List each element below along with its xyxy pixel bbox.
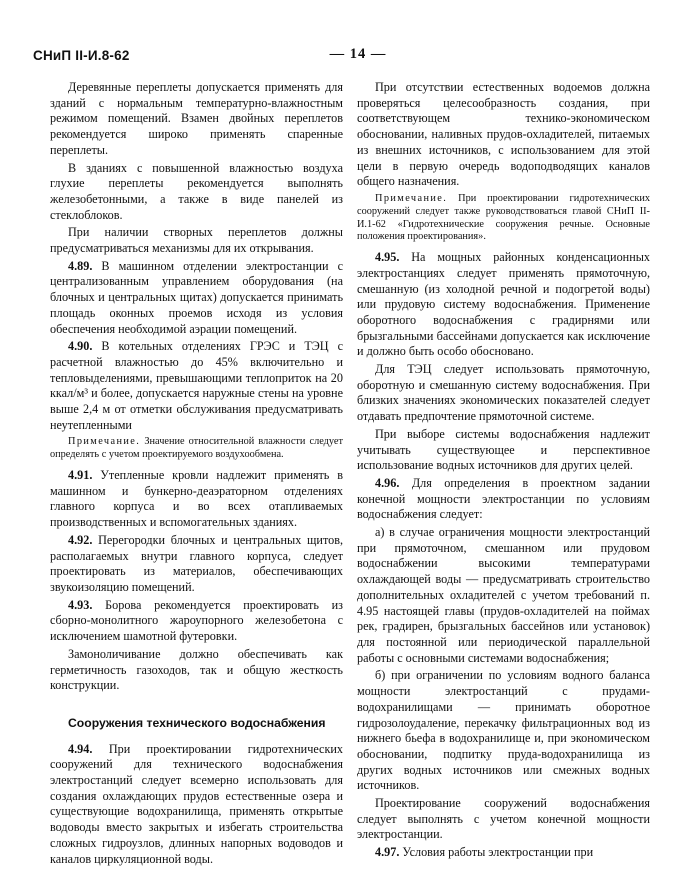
clause-number: 4.96. bbox=[375, 475, 400, 490]
clause-4-93 bbox=[50, 598, 343, 645]
clause-text: Борова рекомендуется проектировать из сборно-монолитного жароупорного железобетона с исключением шамотной футеровки. bbox=[50, 597, 344, 644]
clause-4-96 bbox=[357, 476, 650, 523]
clause-4-95 bbox=[357, 250, 650, 360]
clause-text: Перегородки блочных и центральных щитов, располагаемых внутри главного корпуса, следует проектировать из материалов, обеспечивающих звукоизоляцию помещений. bbox=[50, 532, 344, 594]
clause-text: Условия работы электростанции при bbox=[402, 845, 594, 860]
note-text: Значение относительной влажности следует определять с учетом проектируемого воздухообмена. bbox=[50, 436, 343, 461]
clause-number: 4.95. bbox=[375, 250, 400, 265]
clause-text: В котельных отделениях ГРЭС и ТЭЦ с расчетной влажностью до 45% включительно и тепловыделениями, превышающими теплоприток на 20 ккал/м³ и более, допускается наружные стены на уровне выше 2,4 м от отметки обслуживания предусматривать неутепленными bbox=[50, 339, 344, 432]
note-text: При проектировании гидротехнических сооружений следует также руководствоваться главой СНиП II-И.1-62 «Гидротехнические сооружения речные. Основные положения проектирования». bbox=[357, 192, 650, 243]
paragraph: Деревянные переплеты допускается применять для зданий с нормальным температурно-влажностным режимом помещений. Взамен двойных переплетов рекомендуется широко применять спаренные переплеты. bbox=[50, 80, 343, 157]
clause-text: Утепленные кровли надлежит применять в машинном и бункерно-деаэраторном отделениях главного корпуса и во всех отапливаемых производственных и вспомогательных зданиях. bbox=[50, 468, 343, 530]
page-number: — 14 — bbox=[329, 46, 387, 62]
clause-number: 4.90. bbox=[68, 339, 93, 354]
note bbox=[50, 436, 343, 462]
paragraph: Проектирование сооружений водоснабжения следует выполнять с учетом конечной мощности электростанции. bbox=[357, 796, 650, 842]
note-label: Примечание. bbox=[68, 436, 141, 448]
clause-4-92 bbox=[50, 533, 343, 596]
clause-number: 4.92. bbox=[68, 532, 93, 547]
clause-4-94 bbox=[50, 742, 343, 868]
list-item-b: б) при ограничении по условиям водного баланса мощности электростанций с прудами-водохранилищами — принимать оборотное гидрозолоудаление, перекачку фильтрационных вод из нижнего бьефа в водохранилище и, при экономическом обосновании, подпитку пруда-водохранилища из других водных источников или смежных водных источников. bbox=[357, 668, 650, 793]
clause-4-91 bbox=[50, 468, 343, 531]
clause-text: На мощных районных конденсационных электростанциях следует применять прямоточную, смешанную (из холодной речной и подогретой воды) или прудовую систему водоснабжения. Применение оборотного водоснабжения с градирнями или брызгальными бассейнами допускается как исключение и должно быть особо обосновано. bbox=[357, 250, 650, 359]
note-label: Примечание. bbox=[375, 192, 448, 204]
clause-4-89 bbox=[50, 259, 343, 338]
right-column bbox=[357, 80, 650, 863]
clause-number: 4.93. bbox=[68, 597, 93, 612]
paragraph: При выборе системы водоснабжения надлежит учитывать существующее и перспективное использование водных источников для других целей. bbox=[357, 426, 650, 473]
paragraph: Для ТЭЦ следует использовать прямоточную, оборотную и смешанную систему водоснабжения. При близких значениях экономических показателей следует отдавать предпочтение прямоточной системе. bbox=[357, 362, 650, 424]
paragraph: Замоноличивание должно обеспечивать как герметичность газоходов, так и общую жесткость конструкции. bbox=[50, 646, 343, 693]
note bbox=[357, 193, 650, 244]
clause-text: Для определения в проектном задании конечной мощности электростанции по условиям водоснабжения следует: bbox=[357, 475, 650, 522]
clause-number: 4.94. bbox=[68, 741, 93, 756]
left-column bbox=[50, 80, 343, 869]
clause-number: 4.91. bbox=[68, 468, 93, 483]
clause-text: При проектировании гидротехнических сооружений для технического водоснабжения электростанций следует всемерно использовать для создания охлаждающих прудов естественные озера и существующие водохранилища, применять открытые водоводы вместо закрытых и избегать строительства сложных гидроузлов, длинных напорных водоводов и каналов циркуляционной воды. bbox=[50, 741, 343, 866]
paragraph: В зданиях с повышенной влажностью воздуха глухие переплеты рекомендуется выполнять железобетонными, а также в виде панелей из стеклоблоков. bbox=[50, 160, 343, 222]
list-item-a: а) в случае ограничения мощности электростанций при прямоточном, смешанном или прудовом водоснабжении высокими температурами охлаждающей воды — предусматривать строительство дополнительных охладителей с учетом требований п. 4.95 настоящей главы (прудов-охладителей на поймах рек, градирен, брызгальных бассейнов или установок) для постоянной или периодической параллельной работы с основными системами водоснабжения; bbox=[357, 525, 650, 665]
paragraph: При наличии створных переплетов должны предусматриваться механизмы для их открывания. bbox=[50, 225, 343, 256]
document-code: СНиП II-И.8-62 bbox=[33, 48, 130, 63]
clause-text: В машинном отделении электростанции с централизованным управлением оборудования (на блочных и центральных щитах) допускается принимать площадь оконных проемов исходя из условия обеспечения необходимой аэрации помещений. bbox=[50, 258, 343, 336]
clause-number: 4.89. bbox=[68, 258, 93, 273]
paragraph: При отсутствии естественных водоемов должна проверяться целесообразность создания, при соответствующем технико-экономическом обосновании, наливных прудов-охладителей, питаемых из внешних источников, с использованием для этой цели в первую очередь водоподводящих каналов общего назначения. bbox=[357, 80, 650, 189]
clause-4-90 bbox=[50, 339, 343, 433]
clause-number: 4.97. bbox=[375, 845, 400, 860]
section-heading: Сооружения технического водоснабжения bbox=[68, 715, 326, 730]
clause-4-97 bbox=[357, 845, 650, 861]
